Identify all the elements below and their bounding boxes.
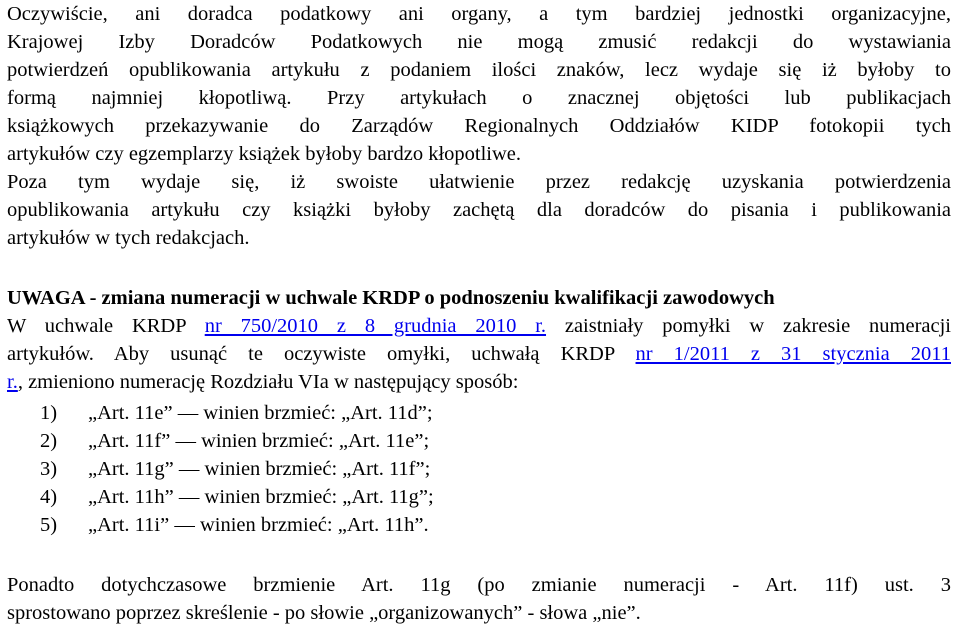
notice-line-1 (7, 314, 951, 339)
list-item (40, 429, 429, 454)
list-item-text: „Art. 11f” — winien brzmieć: „Art. 11e”; (88, 430, 430, 452)
list-item-number: 5) (40, 514, 58, 536)
list-item-text: „Art. 11h” — winien brzmieć: „Art. 11g”; (88, 486, 434, 508)
paragraph1-line-3: potwierdzeń opublikowania artykułu z podaniem ilości znaków, lecz wydaje się iż byłoby to (7, 59, 951, 81)
paragraph1-line-4: formą najmniej kłopotliwą. Przy artykułach o znacznej objętości lub publikacjach (7, 87, 951, 109)
notice-line-2-before: artykułów. Aby usunąć te oczywiste omyłki, uchwałą KRDP (7, 343, 636, 365)
notice-line-1-before: W uchwale KRDP (7, 315, 205, 337)
list-item-number: 2) (40, 430, 58, 452)
list-item (40, 457, 430, 482)
paragraph2-line-2: opublikowania artykułu czy książki byłoby zachętą dla doradców do pisania i publikowania (7, 199, 951, 221)
paragraph3-line-1: Ponadto dotychczasowe brzmienie Art. 11g (po zmianie numeracji - Art. 11f) ust. 3 (7, 574, 951, 596)
notice-line-3-after: , zmieniono numerację Rozdziału VIa w następujący sposób: (17, 371, 519, 393)
notice-line-3 (7, 370, 951, 395)
paragraph2-line-1: Poza tym wydaje się, iż swoiste ułatwienie przez redakcję uzyskania potwierdzenia (7, 171, 951, 193)
paragraph1-line-1: Oczywiście, ani doradca podatkowy ani organy, a tym bardziej jednostki organizacyjne, (7, 3, 951, 25)
list-item-number: 1) (40, 402, 58, 424)
paragraph3-line-2: sprostowano poprzez skreślenie - po słowie „organizowanych” - słowa „nie”. (7, 602, 641, 624)
notice-line-1-after: zaistniały pomyłki w zakresie numeracji (546, 315, 951, 337)
paragraph1-line-5: książkowych przekazywanie do Zarządów Regionalnych Oddziałów KIDP fotokopii tych (7, 115, 951, 137)
notice-line-2 (7, 342, 951, 367)
notice-heading: UWAGA - zmiana numeracji w uchwale KRDP o podnoszeniu kwalifikacji zawodowych (7, 287, 775, 309)
list-item-text: „Art. 11g” — winien brzmieć: „Art. 11f”; (88, 458, 431, 480)
list-item (40, 401, 433, 426)
paragraph2-line-3: artykułów w tych redakcjach. (7, 227, 250, 249)
list-item-text: „Art. 11i” — winien brzmieć: „Art. 11h”. (88, 514, 429, 536)
resolution-1-2011-link[interactable]: nr 1/2011 z 31 stycznia 2011 (635, 343, 951, 365)
list-item-number: 3) (40, 458, 58, 480)
list-item (40, 485, 434, 510)
resolution-750-link[interactable]: nr 750/2010 z 8 grudnia 2010 r. (204, 315, 547, 337)
list-item-text: „Art. 11e” — winien brzmieć: „Art. 11d”; (88, 402, 433, 424)
list-item (40, 513, 429, 538)
paragraph1-line-6: artykułów czy egzemplarzy książek byłoby bardzo kłopotliwe. (7, 143, 522, 165)
resolution-1-2011-link-continued[interactable]: r. (7, 371, 18, 393)
paragraph1-line-2: Krajowej Izby Doradców Podatkowych nie mogą zmusić redakcji do wystawiania (7, 31, 951, 53)
list-item-number: 4) (40, 486, 58, 508)
